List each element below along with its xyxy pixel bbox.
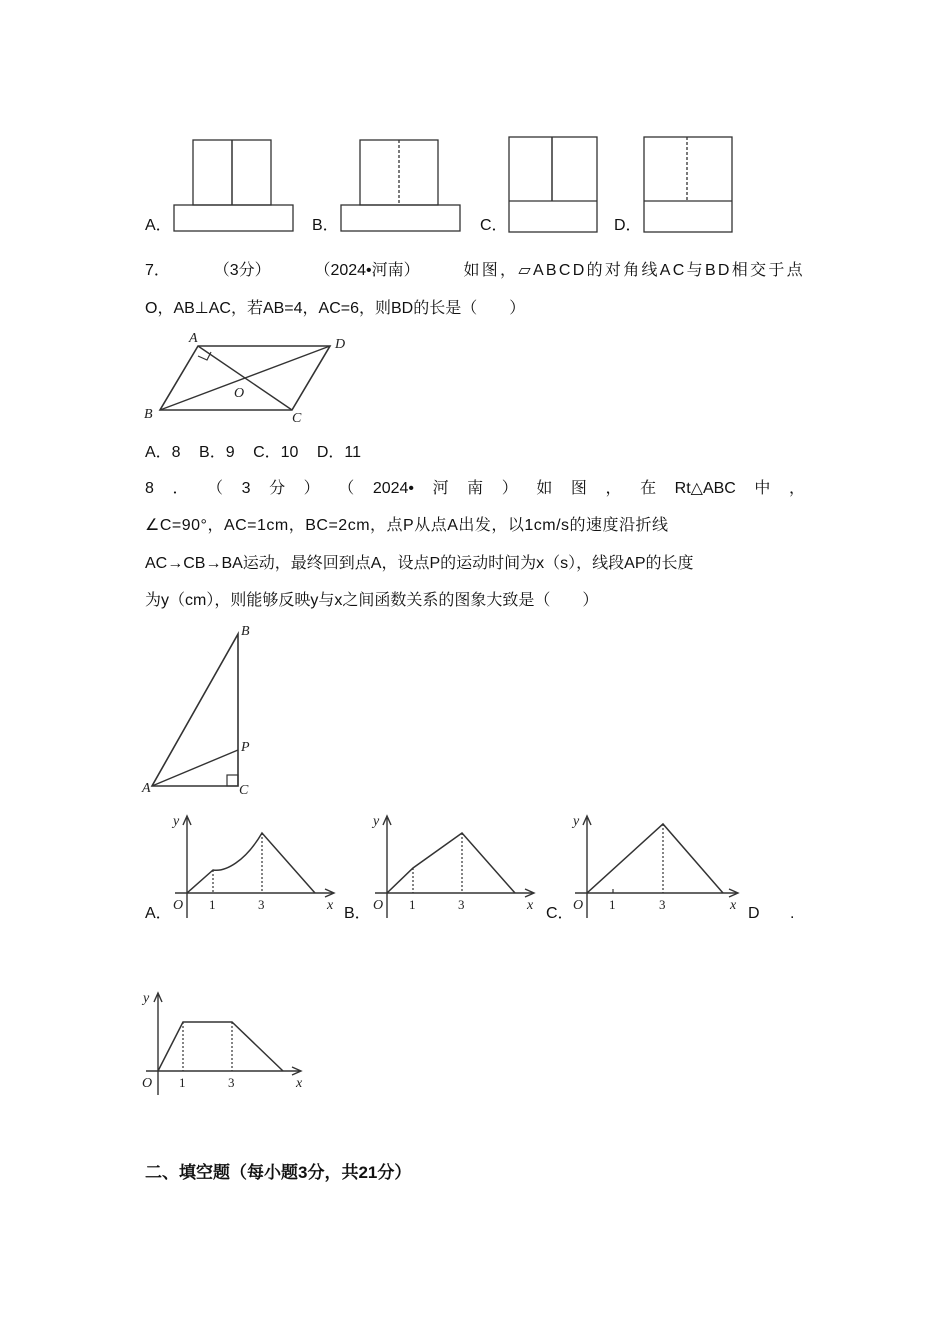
q8-token: 分: [269, 480, 286, 497]
q8-token: （: [338, 480, 355, 497]
q8-graph-d-o: O: [142, 1076, 153, 1091]
q8-graph-c-x: x: [730, 898, 737, 913]
q6-figure-b: [338, 135, 468, 235]
q8-stem-line3: AC→CB→BA运动，最终回到点A，设点P的运动时间为x（s），线段AP的长度: [145, 555, 694, 572]
q8-token: Rt△ABC: [674, 480, 736, 497]
q8-graph-c-o: O: [573, 898, 584, 913]
q8-option-b[interactable]: B．: [344, 905, 371, 922]
q8-graph-b-tick1: 1: [409, 897, 416, 912]
q8-graph-c-y: y: [573, 814, 580, 829]
q7-stem-part2: O，AB⊥AC，若AB=4，AC=6，则BD的长是（ ）: [145, 300, 526, 317]
q8-token: 中: [754, 480, 771, 497]
q8-token: ，: [605, 480, 622, 497]
q8-token: 如: [536, 480, 553, 497]
q6-figure-c: [505, 132, 605, 236]
q6-option-d[interactable]: D．: [614, 217, 642, 234]
q8-token: 图: [570, 480, 587, 497]
q7-source: （2024•河南）: [314, 262, 420, 279]
q8-token: ）: [303, 480, 320, 497]
q8-stem-line4: 为y（cm），则能够反映y与x之间函数关系的图象大致是（ ）: [145, 592, 599, 609]
q8-graph-b-y: y: [373, 814, 380, 829]
q8-label-b: B: [241, 624, 250, 639]
q8-token: （: [207, 480, 224, 497]
q8-graph-a: [165, 810, 345, 925]
q8-graph-a-tick3: 3: [258, 897, 265, 912]
q8-graph-a-y: y: [173, 814, 180, 829]
q8-graph-a-o: O: [173, 898, 184, 913]
q7-answer-c[interactable]: C．10: [253, 444, 299, 461]
q7-answer-b[interactable]: B．9: [199, 444, 235, 461]
q8-graph-c-tick3: 3: [659, 897, 666, 912]
q8-graph-a-x: x: [327, 898, 334, 913]
q8-triangle-figure: [140, 620, 270, 800]
q8-number: 8: [145, 480, 154, 497]
q8-token: 河: [432, 480, 449, 497]
q7-label-o: O: [234, 386, 245, 401]
q6-option-c[interactable]: C．: [480, 217, 508, 234]
q7-parallelogram-figure: [140, 330, 370, 430]
q8-option-d-period: .: [790, 905, 795, 922]
q8-token: 2024•: [372, 480, 415, 497]
q8-token: ．: [172, 480, 189, 497]
q7-stem-part1: 如图，▱ABCD的对角线AC与BD相交于点: [463, 262, 805, 279]
q8-label-c: C: [239, 783, 249, 798]
q8-graph-d-tick3: 3: [228, 1075, 235, 1090]
q8-graph-c-tick1: 1: [609, 897, 616, 912]
q8-label-a: A: [142, 781, 151, 796]
q6-option-b[interactable]: B．: [312, 217, 339, 234]
section2-title: 二、填空题（每小题3分，共21分）: [145, 1163, 412, 1182]
q8-token: ）: [501, 480, 518, 497]
q7-label-c: C: [292, 411, 302, 426]
q7-line1: [145, 261, 805, 281]
q8-graph-b-o: O: [373, 898, 384, 913]
q8-graph-b: [365, 810, 545, 925]
q8-token: 南: [467, 480, 484, 497]
q8-graph-d-x: x: [296, 1076, 303, 1091]
q8-token: 3: [241, 480, 251, 497]
q7-label-a: A: [189, 331, 198, 346]
q8-graph-d-y: y: [143, 991, 150, 1006]
q8-label-p: P: [241, 740, 250, 755]
q7-answers: [145, 443, 361, 463]
q8-graph-d-tick1: 1: [179, 1075, 186, 1090]
q8-option-d[interactable]: D: [748, 905, 760, 922]
q7-number: 7．: [145, 262, 170, 279]
q8-graph-b-x: x: [527, 898, 534, 913]
q8-token: 在: [640, 480, 657, 497]
q6-option-a[interactable]: A．: [145, 217, 172, 234]
q8-graph-c: [565, 810, 745, 925]
q7-answer-d[interactable]: D．11: [316, 444, 362, 461]
q8-option-a[interactable]: A．: [145, 905, 172, 922]
q6-figure-a: [170, 135, 300, 235]
q8-token: ，: [788, 480, 805, 497]
q7-score: （3分）: [213, 262, 271, 279]
q8-graph-d: [138, 985, 318, 1100]
q8-graph-b-tick3: 3: [458, 897, 465, 912]
q8-line1: [145, 479, 805, 499]
q8-stem-line2: ∠C=90°，AC=1cm，BC=2cm，点P从点A出发，以1cm/s的速度沿折线: [145, 517, 669, 534]
q8-option-c[interactable]: C．: [546, 905, 574, 922]
q7-label-b: B: [144, 407, 153, 422]
q8-graph-a-tick1: 1: [209, 897, 216, 912]
q7-answer-a[interactable]: A．8: [145, 444, 181, 461]
q7-label-d: D: [335, 337, 346, 352]
q6-figure-d: [640, 132, 740, 236]
